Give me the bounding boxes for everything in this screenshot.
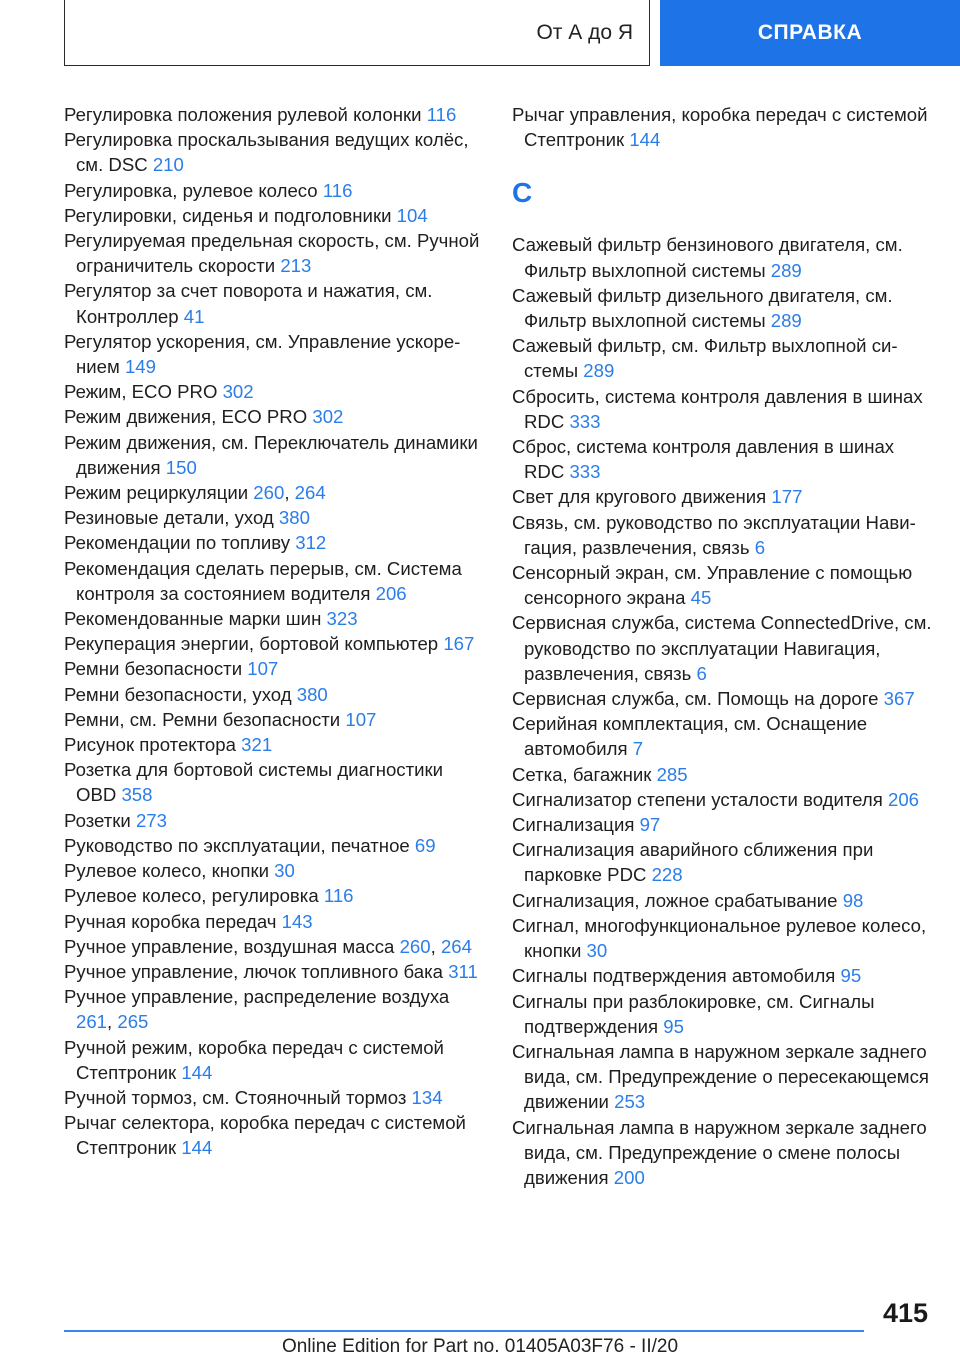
index-entry [64, 757, 484, 807]
index-entry [64, 505, 484, 530]
page-number: 415 [882, 1298, 928, 1328]
index-column-left [64, 102, 484, 1161]
index-entry-text: Сажевый фильтр бензинового двигателя, см. Фильтр выхлопной системы [512, 234, 903, 281]
index-entry-text: Сигнал, многофункциональное рулевое колесо, кнопки [512, 914, 927, 962]
page-link[interactable]: 144 [181, 1061, 213, 1083]
index-entry-text: Рекомендации по топливу [64, 532, 291, 554]
page-link[interactable]: 30 [586, 940, 608, 962]
page-link[interactable]: 333 [569, 410, 601, 432]
index-entry [64, 530, 484, 555]
page-link[interactable]: 107 [345, 708, 377, 730]
page-link[interactable]: 321 [241, 734, 273, 756]
index-entry [512, 384, 934, 434]
index-entry [512, 1039, 934, 1115]
index-entry-text: Ручное управление, распределение воздуха [64, 986, 450, 1008]
index-entry-text: Рекомендованные марки шин [64, 608, 322, 630]
index-entry [512, 484, 934, 509]
page-link[interactable]: 45 [690, 587, 712, 609]
index-entry [512, 913, 934, 963]
index-entry-text: Регулятор за счет поворота и нажатия, см. Контроллер [64, 280, 433, 327]
page-link[interactable]: 289 [770, 259, 802, 281]
index-entry [64, 228, 484, 278]
page-link[interactable]: 312 [295, 532, 327, 554]
index-entry [64, 1085, 484, 1110]
page-link[interactable]: 213 [280, 255, 312, 277]
index-entry [64, 833, 484, 858]
index-entry [64, 959, 484, 984]
page-link[interactable]: 143 [281, 910, 313, 932]
index-entry [512, 787, 934, 812]
index-entry-text: Сигналы подтверждения автомобиля [512, 965, 836, 987]
index-entry-text: Рычаг селектора, коробка передач с системой Стептроник [64, 1112, 466, 1159]
page-link[interactable]: 107 [247, 658, 279, 680]
index-entry-text: Регулируемая предельная скорость, см. Ручной ограничитель скорости [64, 230, 480, 277]
page-link[interactable]: 116 [426, 104, 457, 125]
index-entry-text: Рулевое колесо, регулировка [64, 885, 319, 907]
index-entry [512, 888, 934, 913]
page-link[interactable]: 302 [222, 381, 254, 403]
page-link[interactable]: 323 [326, 608, 358, 630]
section-tab [64, 0, 650, 66]
index-entry-text: Резиновые детали, уход [64, 507, 274, 529]
section-title: От А до Я [536, 20, 633, 44]
page-link[interactable]: 289 [583, 360, 615, 382]
index-entry-text: Сигнализатор степени усталости водителя [512, 788, 883, 810]
index-entry [512, 762, 934, 787]
index-entry: Режим рециркуляции 260, 264 [64, 482, 326, 504]
index-entry-text: Регулятор ускорения, см. Управление ускорением [64, 330, 461, 378]
index-entry [64, 404, 484, 429]
page-link[interactable]: 150 [165, 456, 197, 478]
page-link[interactable]: 261 [76, 1011, 108, 1033]
page-link[interactable]: 210 [152, 154, 184, 176]
index-entry [512, 102, 934, 152]
index-entry [64, 858, 484, 883]
page-link[interactable]: 95 [663, 1015, 684, 1037]
index-entry-text: Режим рециркуляции [64, 482, 249, 504]
page-link[interactable]: 264 [294, 482, 326, 504]
index-entry [64, 127, 484, 177]
page-link[interactable]: 98 [842, 889, 864, 911]
page-link[interactable]: 149 [124, 356, 156, 378]
index-entry [64, 707, 484, 732]
index-entry: Ручное управление, воздушная масса 260, 264 [64, 935, 472, 957]
page-link[interactable]: 380 [278, 507, 310, 529]
index-entry-text: Сигнальная лампа в наружном зеркале заднего вида, см. Предупреждение о пересекающемся движении [512, 1040, 929, 1113]
index-entry [64, 883, 484, 908]
index-entry-text: Ремни, см. Ремни безопасности [64, 708, 341, 730]
index-entry-text: Руководство по эксплуатации, печатное [64, 834, 410, 856]
index-entry-text: Сигнальная лампа в наружном зеркале заднего вида, см. Предупреждение о смене полосы движения [512, 1116, 927, 1188]
index-entry-text: Серийная комплектация, см. Оснащение автомобиля [512, 713, 868, 760]
index-entry [512, 610, 934, 686]
chapter-title: СПРАВКА [757, 21, 863, 44]
index-entry-text: Сбросить, система контроля давления в шинах RDC [512, 385, 923, 432]
page-link[interactable]: 380 [296, 683, 328, 705]
index-entry-text: Розетка для бортовой системы диагностики OBD [64, 759, 444, 806]
page-link[interactable]: 7 [632, 738, 644, 760]
index-entry [64, 102, 484, 127]
index-entry [512, 232, 934, 282]
page-link[interactable]: 97 [639, 814, 661, 836]
index-entry-text: Связь, см. руководство по эксплуатации Навигация, развлечения, связь [512, 511, 916, 558]
right-entries-after [512, 232, 934, 1190]
index-entry [512, 812, 934, 837]
index-entry-text: Рекуперация энергии, бортовой компьютер [64, 633, 439, 655]
index-entry [64, 178, 484, 203]
index-entry [512, 434, 934, 484]
index-entry: Ручное управление, распределение воздуха 261, 265 [64, 986, 450, 1033]
page-link[interactable]: 311 [448, 960, 478, 982]
index-entry-text: Ремни безопасности [64, 658, 243, 680]
page-link[interactable]: 6 [696, 662, 707, 684]
page-link[interactable]: 367 [883, 688, 915, 710]
index-entry [64, 1035, 484, 1085]
footer-edition: Online Edition for Part no. 01405A03F76 - II/20 [281, 1336, 679, 1357]
index-entry [512, 963, 934, 988]
index-entry [64, 732, 484, 757]
index-entry-text: Регулировка положения рулевой колонки [64, 104, 422, 125]
index-entry [512, 510, 934, 560]
index-entry-text: Сигнализация аварийного сближения при парковке PDC [512, 839, 874, 886]
index-entry [64, 329, 484, 379]
page-link[interactable]: 358 [121, 784, 153, 806]
page-link[interactable]: 144 [629, 129, 661, 151]
page-link[interactable]: 273 [135, 809, 167, 831]
index-entry-text: Сажевый фильтр дизельного двигателя, см. Фильтр выхлопной системы [512, 284, 893, 332]
index-entry-text: Рисунок протектора [64, 734, 236, 756]
page-link[interactable]: 167 [443, 633, 475, 655]
index-entry [64, 808, 484, 833]
index-entry-text: Сервисная служба, система ConnectedDrive, см. руководство по эксплуатации Навигация, развлечения, связь [512, 612, 932, 684]
page-link[interactable]: 260 [253, 482, 285, 504]
index-entry [64, 556, 484, 606]
page-link[interactable]: 333 [569, 461, 601, 483]
index-entry-text: Регулировка, рулевое колесо [64, 179, 318, 201]
index-entry-text: Ручное управление, воздушная масса [64, 935, 395, 957]
page-link[interactable]: 260 [399, 935, 431, 957]
index-entry [512, 711, 934, 761]
index-entry-text: Ручная коробка передач [64, 910, 277, 932]
index-entry [64, 1110, 484, 1160]
page-link[interactable]: 144 [181, 1137, 213, 1159]
index-entry-text: Ручной тормоз, см. Стояночный тормоз [64, 1086, 407, 1108]
index-entry [512, 837, 934, 887]
index-entry-text: Свет для кругового движения [512, 486, 767, 508]
index-entry-text: Рулевое колесо, кнопки [64, 860, 269, 882]
page-link[interactable]: 30 [274, 860, 295, 882]
index-entry [64, 606, 484, 631]
letter-heading: С [512, 177, 533, 209]
index-entry-text: Сетка, багажник [512, 763, 652, 785]
index-entry-text: Сигнализация [512, 814, 635, 836]
index-entry-text: Сигнализация, ложное срабатывание [512, 889, 838, 911]
page-link[interactable]: 95 [840, 965, 862, 987]
index-entry-text: Рычаг управления, коробка передач с системой Стептроник [512, 104, 928, 151]
index-entry-text: Сброс, система контроля давления в шинах RDC [512, 436, 895, 483]
index-entry [64, 278, 484, 328]
index-entry-text: Регулировка проскальзывания ведущих колёс, см. DSC [64, 129, 469, 176]
page-link[interactable]: 104 [396, 204, 428, 226]
index-entry [64, 682, 484, 707]
page-link[interactable]: 41 [183, 305, 205, 327]
index-entry [512, 283, 934, 333]
page-link[interactable]: 264 [440, 935, 472, 957]
index-entry-text: Режим, ECO PRO [64, 381, 218, 403]
chapter-tab [660, 0, 960, 66]
index-entry [512, 686, 934, 711]
page-link[interactable]: 206 [887, 788, 920, 810]
page-link[interactable]: 134 [411, 1086, 443, 1108]
footer-rule [64, 1330, 864, 1332]
index-entry [64, 203, 484, 228]
page-link[interactable]: 228 [651, 864, 683, 886]
index-entry-text: Режим движения, см. Переключатель динамики движения [64, 431, 478, 478]
index-entry-text: Розетки [64, 809, 131, 831]
index-entry-text: Сигналы при разблокировке, см. Сигналы подтверждения [512, 990, 875, 1037]
right-entries-before [512, 102, 934, 152]
index-column-right [512, 102, 934, 1190]
index-entry [512, 560, 934, 610]
page-link[interactable]: 302 [312, 406, 344, 428]
index-entry [512, 333, 934, 383]
page-link[interactable]: 285 [656, 763, 688, 785]
index-entry-text: Рекомендация сделать перерыв, см. Система контроля за состоянием водителя [64, 557, 462, 604]
index-entry [64, 909, 484, 934]
index-entry-text: Сенсорный экран, см. Управление с помощью сенсорного экрана [512, 562, 913, 609]
page-link[interactable]: 69 [414, 834, 436, 856]
index-entry [64, 379, 484, 404]
page-link[interactable]: 253 [614, 1091, 646, 1113]
page-link[interactable]: 6 [754, 536, 766, 558]
page-link[interactable]: 265 [117, 1011, 149, 1033]
index-entry [64, 631, 484, 656]
index-entry-text: Ремни безопасности, уход [64, 683, 292, 705]
index-entry-text: Ручной режим, коробка передач с системой Стептроник [64, 1036, 444, 1083]
index-entry [64, 430, 484, 480]
index-entry-text: Регулировки, сиденья и подголовники [64, 204, 392, 226]
index-entry-text: Сажевый фильтр, см. Фильтр выхлопной системы [512, 335, 898, 382]
index-entry-text: Режим движения, ECO PRO [64, 406, 308, 428]
index-entry [64, 656, 484, 681]
page-link[interactable]: 177 [771, 486, 803, 508]
page-link[interactable]: 289 [770, 310, 802, 332]
page-link[interactable]: 116 [322, 179, 353, 201]
index-entry [512, 1115, 934, 1191]
index-entry-text: Ручное управление, лючок топливного бака [64, 960, 444, 982]
index-entry [512, 989, 934, 1039]
index-entry-text: Сервисная служба, см. Помощь на дороге [512, 688, 879, 710]
page-link[interactable]: 200 [613, 1166, 645, 1188]
page-link[interactable]: 116 [323, 885, 354, 907]
page-link[interactable]: 206 [375, 582, 407, 604]
